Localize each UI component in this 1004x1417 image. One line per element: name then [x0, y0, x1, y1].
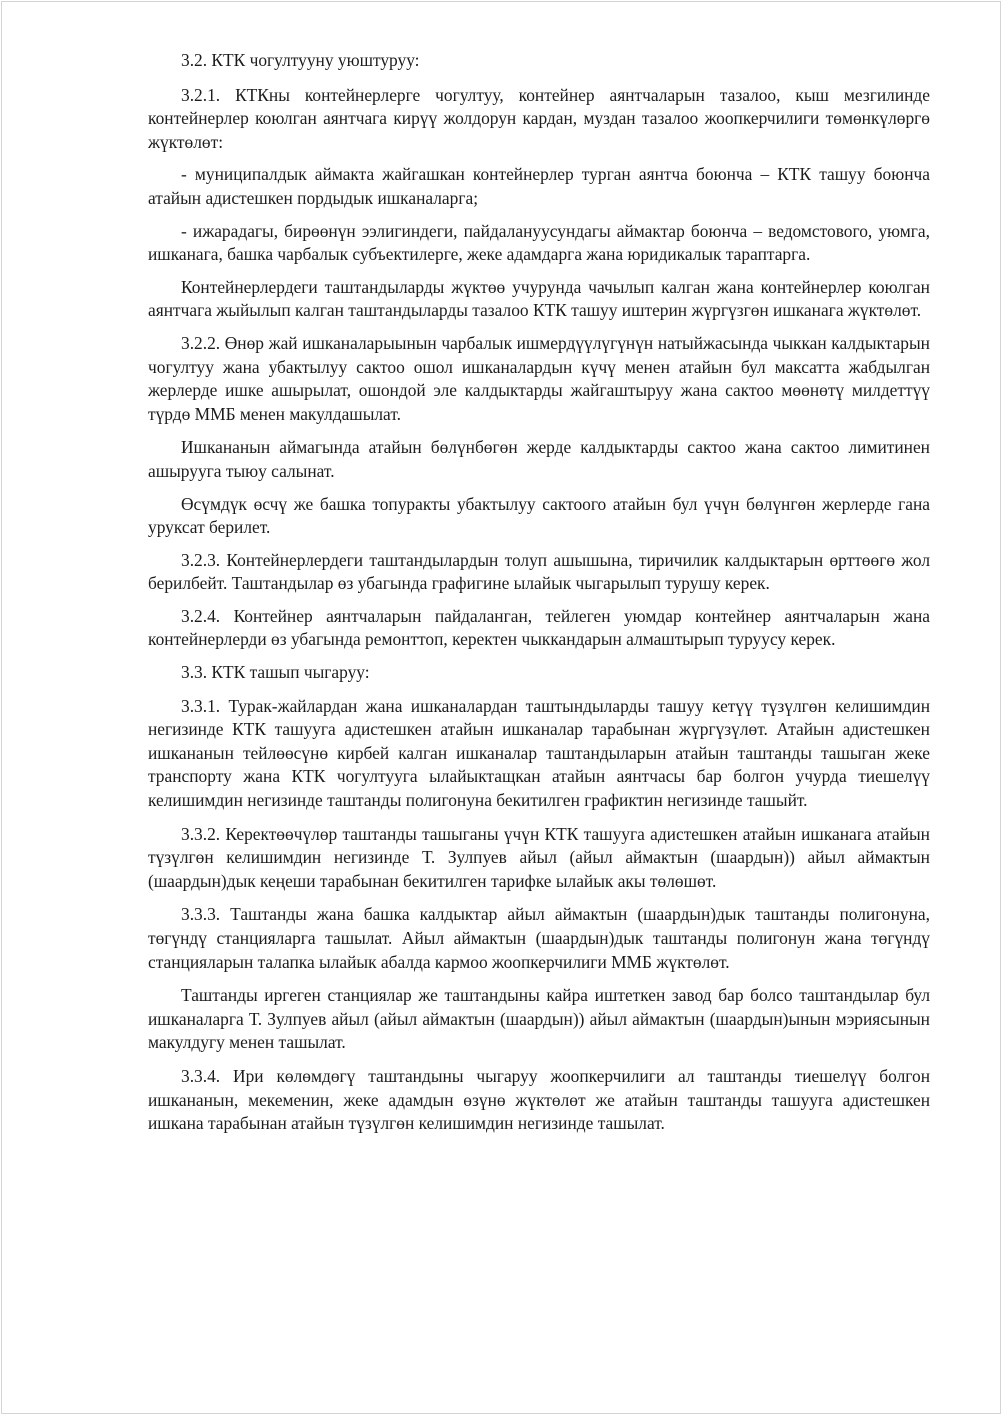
paragraph-3-2-2: 3.2.2. Өнөр жай ишканаларыынын чарбалык ишмердүүлүгүнүн натыйжасында чыккан калдыктарын чогултуу жана убактылуу сактоо ошол ишканалардын күчү менен атайын бул максатта жабдылган жерлерде ишке ашырылат, ошондой эле калдыктарды жайгаштыруу жана сактоо мөөнөтү милдеттүү түрдө ММБ менен макулдашылат. [148, 332, 930, 424]
paragraph-3-2-4: 3.2.4. Контейнер аянтчаларын пайдаланган, тейлеген уюмдар контейнер аянтчаларын жана контейнерлерди өз убагында ремонттоп, керектен чыккандарын алмаштырып туруусу керек. [148, 605, 930, 650]
section-heading-3-2: 3.2. КТК чогултууну уюштуруу: [181, 50, 420, 70]
section-heading-3-3: 3.3. КТК ташып чыгаруу: [181, 662, 370, 683]
list-item-municipal: - муниципалдык аймакта жайгашкан контейнерлер турган аянтча боюнча – КТК ташуу боюнча атайын адистешкен пордыдык ишканаларга; [148, 164, 930, 208]
paragraph-3-2-1: 3.2.1. КТКны контейнерлерге чогултуу, контейнер аянтчаларын тазалоо, кыш мезгилинде контейнерлер коюлган аянтчага кирүү жолдорун кардан, муздан тазалоо жоопкерчилиги төмөнкүлөргө жүктөлөт: [148, 84, 930, 152]
paragraph-3-3-3: 3.3.3. Таштанды жана башка калдыктар айыл аймактын (шаардын)дык таштанды полигонуна, төгүндү станцияларга ташылат. Айыл аймактын (шаардын)дык таштанды полигонун жана төгүндү станцияларын талапка ылайык абалда кармоо жоопкерчилиги ММБ жүктөлөт. [148, 904, 930, 972]
paragraph-sorting-stations: Таштанды иргеген станциялар же таштандыны кайра иштеткен завод бар болсо таштандылар бул ишканаларга Т. Зулпуев айыл (айыл аймактын (шаардын)) айыл аймактын (шаардын)ынын мэриясынын макулдугу менен ташылат. [148, 985, 930, 1053]
paragraph-soil-storage: Өсүмдүк өсчү же башка топуракты убактылуу сактоого атайын бул үчүн бөлүнгөн жерлерде гана уруксат берилет. [148, 493, 930, 538]
paragraph-3-3-2: 3.3.2. Керектөөчүлөр таштанды ташыганы үчүн КТК ташууга адистешкен атайын ишканага атайын түзүлгөн келишимдин негизинде Т. Зулпуев айыл (айыл аймактын (шаардын)) айыл аймактын (шаардын)дык кеңеши тарабынан бекитилген тарифке ылайык акы төлөшөт. [148, 823, 930, 891]
list-item-leased: - ижарадагы, бирөөнүн ээлигиндеги, пайдалануусундагы аймактар боюнча – ведомстового, уюмга, ишканага, башка чарбалык субъектилерге, жеке адамдарга жана юридикалык тараптарга. [148, 220, 930, 265]
paragraph-3-3-4: 3.3.4. Ири көлөмдөгү таштандыны чыгаруу жоопкерчилиги ал таштанды тиешелүү болгон ишкананын, мекеменин, жеке адамдын өзүнө жүктөлөт же атайын таштанды ташууга адистешкен ишкана тарабынан атайын түзүлгөн келишимдин негизинде ташылат. [148, 1065, 930, 1134]
document-page [1, 1, 1001, 1414]
paragraph-storage-limit: Ишкананын аймагында атайын бөлүнбөгөн жерде калдыктарды сактоо жана сактоо лимитинен ашырууга тыюу салынат. [148, 437, 930, 481]
document-body [148, 49, 930, 1136]
paragraph-3-3-1: 3.3.1. Турак-жайлардан жана ишканалардан таштындыларды ташуу кетүү түзүлгөн келишимдин негизинде КТК ташууга адистешкен атайын ишканалар тарабынан жүргүзүлөт. Атайын адистешкен ишкананын тейлөөсүнө кирбей калган ишканалар таштандыларын атайын таштанды ташыган жеке транспорту жана КТК чогултууга ылайыктащкан атайын аянтчасы бар болгон учурда тиешелүү келишимдин негизинде таштанды полигонуна бекитилген графиктин негизинде ташыйт. [148, 695, 930, 811]
paragraph-container-cleanup: Контейнерлердеги таштандыларды жүктөө учурунда чачылып калган жана контейнерлер коюлган аянтчага жыйылып калган таштандыларды тазалоо КТК ташуу иштерин жүргүзгөн ишканага жүктөлөт. [148, 276, 930, 321]
paragraph-3-2-3: 3.2.3. Контейнерлердеги таштандылардын толуп ашышына, тиричилик калдыктарын өрттөөгө жол берилбейт. Таштандылар өз убагында графигине ылайык чыгарылып турушу керек. [148, 549, 930, 594]
